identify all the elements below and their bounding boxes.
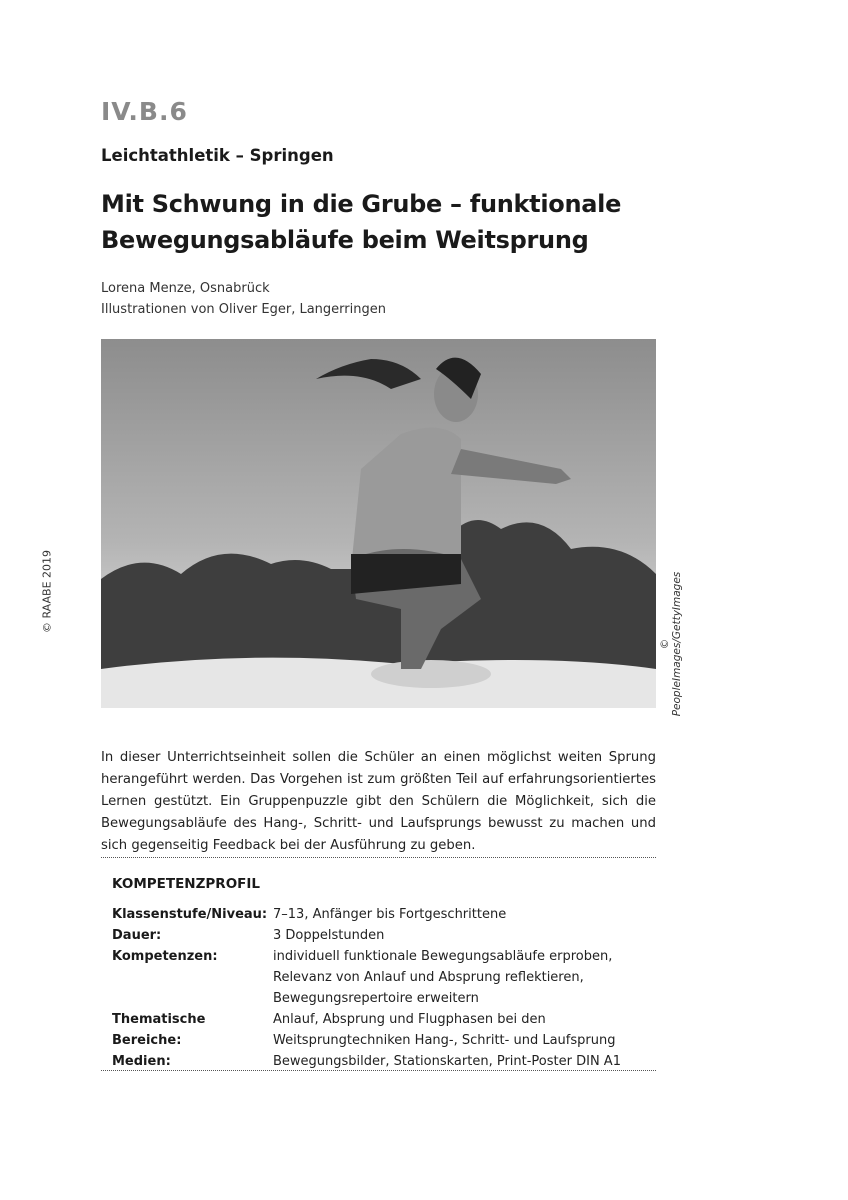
photo-credit: © PeopleImages/GettyImages	[659, 571, 683, 717]
intro-paragraph: In dieser Unterrichtseinheit sollen die Schüler an einen möglichst weiten Sprung herangeführt werden. Das Vorgehen ist zum größten Teil auf erfahrungsorientiertes Lernen gestützt. Ein Gruppenpuzzle gibt den Schülern die Möglichkeit, sich die Bewegungsabläufe des Hang-, Schritt- und Laufsprungs bewusst zu machen und sich gegenseitig Feedback bei der Ausführung zu geben.	[101, 750, 656, 853]
author: Lorena Menze, Osnabrück	[101, 281, 270, 296]
title-line: Mit Schwung in die Grube – funktionale	[101, 190, 622, 218]
row-value: individuell funktionale Bewegungsabläufe erproben, Relevanz von Anlauf und Absprung reflektieren, Bewegungsrepertoire erweitern	[273, 949, 613, 1006]
profile-row	[112, 904, 652, 925]
row-value: Anlauf, Absprung und Flugphasen bei den Weitsprungtechniken Hang-, Schritt- und Laufsprung	[273, 1012, 616, 1048]
unit-number: IV.B.6	[101, 97, 188, 126]
kompetenzprofil-heading: KOMPETENZPROFIL	[112, 876, 261, 892]
profile-row	[112, 1051, 652, 1072]
row-value: 7–13, Anfänger bis Fortgeschrittene	[273, 907, 507, 922]
divider	[101, 857, 656, 858]
row-label: Dauer:	[112, 928, 162, 943]
page-title	[101, 186, 661, 258]
row-label: Kompetenzen:	[112, 949, 218, 964]
row-value: 3 Doppelstunden	[273, 928, 385, 943]
row-label: Thematische Bereiche:	[112, 1012, 206, 1048]
row-label: Medien:	[112, 1054, 171, 1069]
profile-row	[112, 925, 652, 946]
title-line: Bewegungsabläufe beim Weitsprung	[101, 226, 589, 254]
profile-row	[112, 946, 652, 1009]
illustrator: Illustrationen von Oliver Eger, Langerringen	[101, 302, 386, 317]
copyright-note: © RAABE 2019	[40, 549, 54, 634]
subject-heading: Leichtathletik – Springen	[101, 146, 334, 165]
divider	[101, 1070, 656, 1071]
athlete-illustration	[101, 339, 656, 708]
long-jump-photo	[101, 339, 656, 708]
row-label: Klassenstufe/Niveau:	[112, 907, 268, 922]
kompetenzprofil-table	[112, 904, 652, 1072]
profile-row	[112, 1009, 652, 1051]
row-value: Bewegungsbilder, Stationskarten, Print-Poster DIN A1	[273, 1054, 621, 1069]
